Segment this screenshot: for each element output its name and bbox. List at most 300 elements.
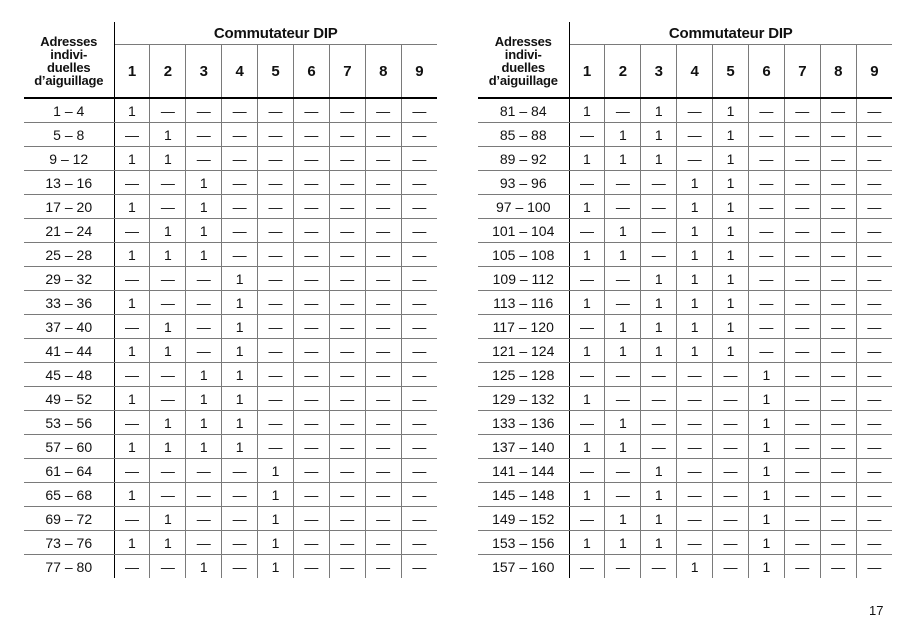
table-row	[478, 411, 892, 435]
switch-number-header: 5	[713, 45, 749, 99]
switch-off-cell: —	[820, 171, 856, 195]
address-range-cell: 113 – 116	[478, 291, 569, 315]
switch-off-cell: —	[856, 98, 892, 123]
address-range-cell: 69 – 72	[24, 507, 114, 531]
switch-off-cell: —	[856, 435, 892, 459]
switch-off-cell: —	[293, 435, 329, 459]
switch-off-cell: —	[713, 459, 749, 483]
switch-off-cell: —	[856, 411, 892, 435]
switch-off-cell: —	[856, 315, 892, 339]
switch-off-cell: —	[258, 147, 294, 171]
switch-off-cell: —	[329, 123, 365, 147]
switch-on-cell: 1	[748, 483, 784, 507]
table-row	[478, 555, 892, 579]
switch-off-cell: —	[401, 531, 437, 555]
switch-off-cell: —	[401, 267, 437, 291]
switch-off-cell: —	[222, 195, 258, 219]
switch-off-cell: —	[186, 507, 222, 531]
switch-off-cell: —	[293, 555, 329, 579]
switch-off-cell: —	[784, 387, 820, 411]
switch-off-cell: —	[605, 459, 641, 483]
address-column-header	[478, 22, 569, 98]
switch-off-cell: —	[114, 123, 150, 147]
switch-off-cell: —	[258, 435, 294, 459]
switch-number-header: 5	[258, 45, 294, 99]
switch-off-cell: —	[569, 123, 605, 147]
switch-off-cell: —	[605, 171, 641, 195]
table-row	[478, 147, 892, 171]
switch-on-cell: 1	[569, 195, 605, 219]
switch-on-cell: 1	[677, 315, 713, 339]
switch-off-cell: —	[365, 291, 401, 315]
switch-off-cell: —	[365, 387, 401, 411]
address-range-cell: 77 – 80	[24, 555, 114, 579]
switch-off-cell: —	[258, 291, 294, 315]
switch-off-cell: —	[401, 363, 437, 387]
switch-off-cell: —	[293, 363, 329, 387]
switch-off-cell: —	[293, 339, 329, 363]
address-range-cell: 49 – 52	[24, 387, 114, 411]
table-row	[478, 459, 892, 483]
table-row	[478, 483, 892, 507]
switch-off-cell: —	[569, 459, 605, 483]
switch-on-cell: 1	[114, 483, 150, 507]
switch-off-cell: —	[365, 267, 401, 291]
address-range-cell: 85 – 88	[478, 123, 569, 147]
switch-on-cell: 1	[605, 219, 641, 243]
switch-off-cell: —	[365, 195, 401, 219]
switch-on-cell: 1	[186, 555, 222, 579]
switch-on-cell: 1	[186, 387, 222, 411]
address-range-cell: 45 – 48	[24, 363, 114, 387]
switch-off-cell: —	[641, 363, 677, 387]
switch-off-cell: —	[677, 435, 713, 459]
address-range-cell: 41 – 44	[24, 339, 114, 363]
switch-on-cell: 1	[713, 123, 749, 147]
switch-off-cell: —	[222, 459, 258, 483]
address-range-cell: 141 – 144	[478, 459, 569, 483]
switch-on-cell: 1	[114, 387, 150, 411]
switch-off-cell: —	[293, 195, 329, 219]
switch-off-cell: —	[713, 507, 749, 531]
switch-on-cell: 1	[186, 411, 222, 435]
switch-off-cell: —	[258, 339, 294, 363]
switch-off-cell: —	[784, 435, 820, 459]
switch-off-cell: —	[401, 339, 437, 363]
switch-off-cell: —	[820, 219, 856, 243]
switch-off-cell: —	[150, 483, 186, 507]
address-range-cell: 33 – 36	[24, 291, 114, 315]
switch-on-cell: 1	[150, 339, 186, 363]
switch-off-cell: —	[365, 507, 401, 531]
switch-off-cell: —	[401, 123, 437, 147]
switch-off-cell: —	[365, 98, 401, 123]
switch-on-cell: 1	[605, 147, 641, 171]
switch-off-cell: —	[329, 219, 365, 243]
address-range-cell: 109 – 112	[478, 267, 569, 291]
switch-off-cell: —	[293, 291, 329, 315]
table-row	[24, 267, 437, 291]
switch-on-cell: 1	[713, 171, 749, 195]
switch-on-cell: 1	[748, 411, 784, 435]
switch-on-cell: 1	[748, 435, 784, 459]
switch-on-cell: 1	[186, 171, 222, 195]
switch-off-cell: —	[856, 507, 892, 531]
table-row	[24, 123, 437, 147]
address-range-cell: 125 – 128	[478, 363, 569, 387]
switch-off-cell: —	[784, 339, 820, 363]
switch-off-cell: —	[222, 531, 258, 555]
switch-on-cell: 1	[641, 531, 677, 555]
switch-on-cell: 1	[641, 291, 677, 315]
switch-off-cell: —	[820, 387, 856, 411]
address-range-cell: 61 – 64	[24, 459, 114, 483]
switch-off-cell: —	[258, 243, 294, 267]
switch-on-cell: 1	[605, 315, 641, 339]
switch-off-cell: —	[713, 531, 749, 555]
switch-off-cell: —	[186, 123, 222, 147]
address-header-line: indivi-	[504, 46, 542, 62]
switch-off-cell: —	[713, 435, 749, 459]
address-header-line: d’aiguillage	[34, 72, 104, 88]
switch-off-cell: —	[222, 219, 258, 243]
switch-off-cell: —	[186, 315, 222, 339]
table-row	[24, 219, 437, 243]
switch-off-cell: —	[186, 291, 222, 315]
table-row	[24, 243, 437, 267]
switch-off-cell: —	[856, 363, 892, 387]
switch-off-cell: —	[784, 411, 820, 435]
switch-off-cell: —	[784, 147, 820, 171]
table-row	[478, 123, 892, 147]
switch-off-cell: —	[856, 123, 892, 147]
switch-off-cell: —	[784, 195, 820, 219]
switch-on-cell: 1	[222, 267, 258, 291]
switch-off-cell: —	[401, 459, 437, 483]
switch-off-cell: —	[820, 195, 856, 219]
switch-off-cell: —	[784, 243, 820, 267]
switch-off-cell: —	[365, 147, 401, 171]
switch-off-cell: —	[748, 243, 784, 267]
switch-off-cell: —	[186, 531, 222, 555]
switch-off-cell: —	[329, 147, 365, 171]
switch-off-cell: —	[605, 195, 641, 219]
switch-on-cell: 1	[677, 195, 713, 219]
switch-off-cell: —	[114, 459, 150, 483]
address-header-line: duelles	[47, 59, 91, 75]
switch-off-cell: —	[641, 243, 677, 267]
switch-off-cell: —	[713, 555, 749, 579]
switch-on-cell: 1	[713, 98, 749, 123]
switch-off-cell: —	[365, 339, 401, 363]
switch-off-cell: —	[784, 219, 820, 243]
switch-on-cell: 1	[569, 147, 605, 171]
switch-on-cell: 1	[114, 98, 150, 123]
switch-off-cell: —	[820, 555, 856, 579]
switch-off-cell: —	[329, 363, 365, 387]
switch-off-cell: —	[820, 411, 856, 435]
switch-on-cell: 1	[114, 243, 150, 267]
switch-off-cell: —	[820, 147, 856, 171]
switch-number-header: 6	[748, 45, 784, 99]
switch-on-cell: 1	[569, 291, 605, 315]
table-row	[478, 98, 892, 123]
switch-on-cell: 1	[569, 531, 605, 555]
switch-on-cell: 1	[150, 315, 186, 339]
switch-off-cell: —	[605, 291, 641, 315]
switch-off-cell: —	[569, 267, 605, 291]
switch-on-cell: 1	[222, 411, 258, 435]
address-range-cell: 9 – 12	[24, 147, 114, 171]
table-row	[478, 243, 892, 267]
switch-off-cell: —	[677, 363, 713, 387]
switch-off-cell: —	[222, 171, 258, 195]
switch-on-cell: 1	[222, 435, 258, 459]
address-column-header	[24, 22, 114, 98]
address-range-cell: 97 – 100	[478, 195, 569, 219]
switch-off-cell: —	[748, 171, 784, 195]
switch-on-cell: 1	[713, 315, 749, 339]
switch-off-cell: —	[677, 123, 713, 147]
switch-off-cell: —	[748, 123, 784, 147]
switch-on-cell: 1	[150, 147, 186, 171]
switch-off-cell: —	[820, 267, 856, 291]
switch-on-cell: 1	[186, 219, 222, 243]
switch-off-cell: —	[856, 483, 892, 507]
switch-off-cell: —	[856, 171, 892, 195]
switch-off-cell: —	[365, 411, 401, 435]
switch-off-cell: —	[677, 411, 713, 435]
switch-number-header: 7	[329, 45, 365, 99]
switch-off-cell: —	[784, 507, 820, 531]
switch-off-cell: —	[784, 291, 820, 315]
table-row	[478, 387, 892, 411]
switch-on-cell: 1	[114, 531, 150, 555]
switch-off-cell: —	[329, 291, 365, 315]
switch-off-cell: —	[258, 171, 294, 195]
switch-on-cell: 1	[222, 315, 258, 339]
table-row	[24, 483, 437, 507]
switch-off-cell: —	[641, 411, 677, 435]
switch-off-cell: —	[365, 219, 401, 243]
switch-on-cell: 1	[641, 339, 677, 363]
switch-off-cell: —	[150, 387, 186, 411]
switch-off-cell: —	[401, 243, 437, 267]
address-range-cell: 157 – 160	[478, 555, 569, 579]
switch-number-header: 8	[820, 45, 856, 99]
switch-off-cell: —	[856, 531, 892, 555]
switch-off-cell: —	[820, 243, 856, 267]
table-row	[24, 387, 437, 411]
address-range-cell: 17 – 20	[24, 195, 114, 219]
switch-off-cell: —	[401, 411, 437, 435]
switch-off-cell: —	[677, 147, 713, 171]
table-row	[478, 507, 892, 531]
switch-on-cell: 1	[150, 507, 186, 531]
address-range-cell: 29 – 32	[24, 267, 114, 291]
switch-off-cell: —	[293, 411, 329, 435]
address-range-cell: 105 – 108	[478, 243, 569, 267]
switch-off-cell: —	[641, 171, 677, 195]
switch-off-cell: —	[569, 363, 605, 387]
switch-off-cell: —	[258, 315, 294, 339]
switch-off-cell: —	[365, 123, 401, 147]
switch-on-cell: 1	[150, 531, 186, 555]
switch-on-cell: 1	[641, 315, 677, 339]
switch-on-cell: 1	[641, 147, 677, 171]
switch-off-cell: —	[820, 363, 856, 387]
table-row	[478, 291, 892, 315]
switch-off-cell: —	[365, 363, 401, 387]
switch-off-cell: —	[748, 315, 784, 339]
switch-off-cell: —	[856, 147, 892, 171]
switch-off-cell: —	[186, 147, 222, 171]
switch-off-cell: —	[820, 435, 856, 459]
switch-off-cell: —	[856, 339, 892, 363]
switch-off-cell: —	[258, 267, 294, 291]
switch-off-cell: —	[329, 98, 365, 123]
table-header-row	[478, 22, 892, 45]
switch-off-cell: —	[401, 483, 437, 507]
switch-off-cell: —	[713, 363, 749, 387]
switch-off-cell: —	[856, 267, 892, 291]
table-row	[478, 531, 892, 555]
switch-off-cell: —	[258, 219, 294, 243]
switch-off-cell: —	[605, 387, 641, 411]
address-range-cell: 53 – 56	[24, 411, 114, 435]
switch-on-cell: 1	[713, 339, 749, 363]
switch-off-cell: —	[713, 411, 749, 435]
address-range-cell: 89 – 92	[478, 147, 569, 171]
switch-on-cell: 1	[222, 363, 258, 387]
table-row	[478, 315, 892, 339]
switch-off-cell: —	[784, 363, 820, 387]
switch-off-cell: —	[329, 483, 365, 507]
switch-off-cell: —	[222, 243, 258, 267]
switch-off-cell: —	[401, 291, 437, 315]
switch-on-cell: 1	[641, 123, 677, 147]
address-range-cell: 101 – 104	[478, 219, 569, 243]
switch-off-cell: —	[365, 315, 401, 339]
table-row	[478, 219, 892, 243]
switch-off-cell: —	[365, 243, 401, 267]
table-row	[24, 315, 437, 339]
switch-off-cell: —	[186, 339, 222, 363]
address-header-line: d’aiguillage	[488, 72, 558, 88]
address-range-cell: 73 – 76	[24, 531, 114, 555]
switch-off-cell: —	[258, 411, 294, 435]
switch-on-cell: 1	[677, 339, 713, 363]
switch-on-cell: 1	[258, 459, 294, 483]
switch-off-cell: —	[569, 171, 605, 195]
switch-on-cell: 1	[677, 291, 713, 315]
switch-on-cell: 1	[641, 459, 677, 483]
table-row	[24, 435, 437, 459]
switch-off-cell: —	[150, 291, 186, 315]
switch-off-cell: —	[569, 315, 605, 339]
switch-off-cell: —	[401, 435, 437, 459]
switch-number-header: 1	[114, 45, 150, 99]
switch-off-cell: —	[784, 123, 820, 147]
page-number: 17	[869, 603, 884, 618]
switch-on-cell: 1	[569, 483, 605, 507]
switch-off-cell: —	[820, 291, 856, 315]
table-row	[478, 363, 892, 387]
switch-off-cell: —	[748, 98, 784, 123]
dip-table-right	[478, 22, 892, 578]
address-range-cell: 129 – 132	[478, 387, 569, 411]
switch-off-cell: —	[569, 411, 605, 435]
switch-off-cell: —	[293, 459, 329, 483]
address-range-cell: 81 – 84	[478, 98, 569, 123]
switch-off-cell: —	[114, 363, 150, 387]
switch-off-cell: —	[401, 555, 437, 579]
switch-on-cell: 1	[677, 243, 713, 267]
address-range-cell: 21 – 24	[24, 219, 114, 243]
switch-on-cell: 1	[222, 339, 258, 363]
address-range-cell: 145 – 148	[478, 483, 569, 507]
switch-off-cell: —	[293, 531, 329, 555]
switch-off-cell: —	[856, 219, 892, 243]
table-row	[24, 363, 437, 387]
switch-off-cell: —	[186, 483, 222, 507]
switch-on-cell: 1	[677, 171, 713, 195]
switch-off-cell: —	[258, 98, 294, 123]
switch-off-cell: —	[150, 555, 186, 579]
switch-off-cell: —	[677, 387, 713, 411]
switch-off-cell: —	[222, 555, 258, 579]
switch-off-cell: —	[293, 483, 329, 507]
switch-off-cell: —	[784, 267, 820, 291]
address-range-cell: 153 – 156	[478, 531, 569, 555]
switch-off-cell: —	[605, 483, 641, 507]
switch-off-cell: —	[713, 483, 749, 507]
switch-number-header: 7	[784, 45, 820, 99]
address-range-cell: 37 – 40	[24, 315, 114, 339]
table-row	[24, 195, 437, 219]
switch-off-cell: —	[293, 219, 329, 243]
switch-number-header: 6	[293, 45, 329, 99]
switch-off-cell: —	[365, 555, 401, 579]
switch-off-cell: —	[293, 123, 329, 147]
switch-off-cell: —	[329, 531, 365, 555]
dip-switch-group-header: Commutateur DIP	[569, 22, 892, 45]
switch-off-cell: —	[856, 387, 892, 411]
switch-on-cell: 1	[258, 507, 294, 531]
switch-number-header: 4	[677, 45, 713, 99]
switch-on-cell: 1	[186, 195, 222, 219]
switch-off-cell: —	[784, 98, 820, 123]
switch-off-cell: —	[293, 387, 329, 411]
switch-off-cell: —	[677, 531, 713, 555]
switch-on-cell: 1	[114, 339, 150, 363]
switch-on-cell: 1	[677, 219, 713, 243]
table-body	[24, 98, 437, 578]
switch-on-cell: 1	[150, 219, 186, 243]
switch-off-cell: —	[569, 555, 605, 579]
switch-on-cell: 1	[569, 387, 605, 411]
switch-off-cell: —	[365, 531, 401, 555]
switch-on-cell: 1	[222, 291, 258, 315]
switch-off-cell: —	[820, 339, 856, 363]
switch-off-cell: —	[401, 387, 437, 411]
address-range-cell: 25 – 28	[24, 243, 114, 267]
switch-on-cell: 1	[641, 98, 677, 123]
switch-off-cell: —	[677, 459, 713, 483]
switch-number-header: 4	[222, 45, 258, 99]
address-range-cell: 13 – 16	[24, 171, 114, 195]
switch-on-cell: 1	[150, 411, 186, 435]
